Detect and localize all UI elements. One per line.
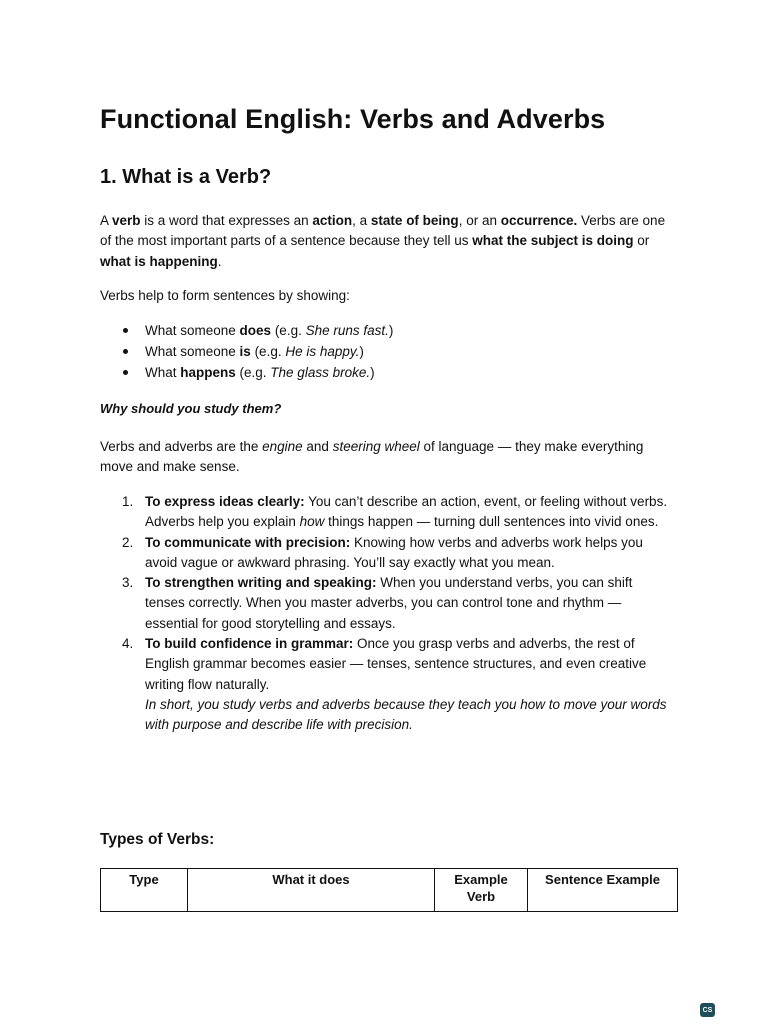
bold-term: what the subject is doing xyxy=(472,233,634,249)
text-run: ) xyxy=(370,365,375,380)
italic-term: engine xyxy=(262,439,303,454)
section-heading-what-is-verb: 1. What is a Verb? xyxy=(100,166,272,188)
bold-term: happens xyxy=(180,365,236,380)
text-run: What xyxy=(145,365,181,380)
text-run: (e.g. xyxy=(250,344,286,359)
page-title: Functional English: Verbs and Adverbs xyxy=(100,104,606,134)
text-run: ) xyxy=(359,344,364,359)
table-header-cell: Sentence Example xyxy=(528,869,678,912)
list-item xyxy=(100,533,675,574)
bold-term: state of being xyxy=(370,213,459,228)
summary-text: In short, you study verbs and adverbs because they teach you how to move your words with purpose and describe life with precision. xyxy=(145,696,667,733)
table-header-cell: What it does xyxy=(188,869,435,912)
why-study-heading: Why should you study them? xyxy=(100,401,282,416)
italic-term: how xyxy=(299,514,325,530)
bold-term: action xyxy=(312,213,353,228)
text-run: or xyxy=(633,233,650,249)
list-number: 2. xyxy=(122,534,134,550)
list-item xyxy=(100,573,675,634)
bold-term: To build confidence in grammar: xyxy=(145,636,354,652)
text-run: things happen — turning dull sentences into vivid ones. xyxy=(324,514,659,530)
bold-term: occurrence. xyxy=(500,213,578,228)
list-item xyxy=(100,634,675,735)
types-of-verbs-heading: Types of Verbs: xyxy=(100,831,215,848)
italic-term: steering wheel xyxy=(332,439,420,454)
bold-term: verb xyxy=(112,213,141,228)
table-header-cell: Type xyxy=(101,869,188,912)
list-number: 4. xyxy=(122,636,134,652)
camscanner-logo-icon: CS xyxy=(700,1003,715,1017)
why-study-paragraph xyxy=(100,437,675,478)
table-header-row xyxy=(101,869,678,912)
example-text: The glass broke. xyxy=(270,365,371,380)
verb-definition-paragraph xyxy=(100,211,675,272)
list-item xyxy=(100,492,675,533)
list-item xyxy=(100,341,393,362)
text-run: , or an xyxy=(458,213,501,228)
text-run: and xyxy=(302,439,333,454)
text-run: Verbs and adverbs are the xyxy=(100,439,263,454)
text-run: (e.g. xyxy=(271,323,306,338)
bold-term: does xyxy=(239,323,272,338)
text-run: A xyxy=(100,213,113,228)
example-text: He is happy. xyxy=(285,344,360,359)
bold-term: To express ideas clearly: xyxy=(145,494,305,509)
text-run: (e.g. xyxy=(235,365,271,380)
verb-examples-list xyxy=(100,320,393,383)
text-run: ) xyxy=(388,323,394,338)
verbs-help-text: Verbs help to form sentences by showing: xyxy=(100,288,350,303)
list-number: 3. xyxy=(122,575,134,591)
text-run: is a word that expresses an xyxy=(140,213,313,228)
bold-term: is xyxy=(239,344,251,359)
text-run: What someone xyxy=(145,344,240,359)
text-run: , a xyxy=(352,213,371,228)
types-of-verbs-table xyxy=(100,868,678,912)
text-run: of language — they make everything move and make sense. xyxy=(100,439,644,475)
text-run: . xyxy=(217,253,222,269)
list-number: 1. xyxy=(122,494,134,509)
bold-term: To strengthen writing and speaking: xyxy=(145,575,377,591)
text-run: Verbs are one of the most important parts of a sentence because they tell us xyxy=(100,213,666,249)
bold-term: what is happening xyxy=(100,253,218,269)
example-text: She runs fast. xyxy=(305,323,389,338)
text-run: What someone xyxy=(145,323,240,338)
reasons-list xyxy=(100,492,675,736)
text-run: When you understand verbs, you can shift tenses correctly. When you master adverbs, you can control tone and rhythm — essential for good storytelling and essays. xyxy=(145,575,633,631)
text-run: Knowing how verbs and adverbs work helps you avoid vague or awkward phrasing. You’ll say exactly what you mean. xyxy=(145,534,643,570)
text-run: You can’t describe an action, event, or feeling without verbs. Adverbs help you explain xyxy=(145,494,668,530)
text-run: Once you grasp verbs and adverbs, the rest of English grammar becomes easier — tenses, sentence structures, and even creative writing flow naturally. xyxy=(145,636,647,692)
list-item xyxy=(100,320,393,341)
table-header-cell: Example Verb xyxy=(435,869,528,912)
list-item xyxy=(100,362,393,383)
bold-term: To communicate with precision: xyxy=(145,534,351,550)
